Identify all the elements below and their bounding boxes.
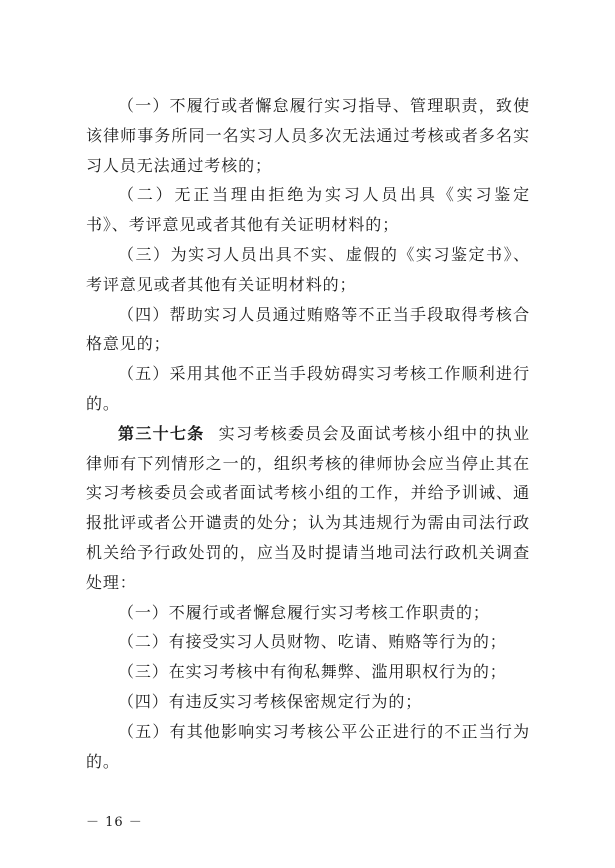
list-item: （三）在实习考核中有徇私舞弊、滥用职权行为的； xyxy=(118,662,507,682)
list-item: （五）采用其他不正当手段妨碍实习考核工作顺利进行的。 xyxy=(86,364,530,413)
list-item: （三）为实习人员出具不实、虚假的《实习鉴定书》、考评意见或者其他有关证明材料的； xyxy=(86,244,530,294)
article-paragraph xyxy=(86,419,530,598)
list-item: （二）有接受实习人员财物、吃请、贿赂等行为的； xyxy=(118,632,507,652)
list-item: （五）有其他影响实习考核公平公正进行的不正当行为的。 xyxy=(86,721,530,771)
document-body xyxy=(86,91,530,776)
list-item: （一）不履行或者懈怠履行实习指导、管理职责，致使该律师事务所同一名实习人员多次无法通过考核或者多名实习人员无法通过考核的； xyxy=(86,96,530,175)
page-number: － 16 － xyxy=(86,815,143,830)
article-number: 第三十七条 xyxy=(118,423,205,443)
list-item: （四）有违反实习考核保密规定行为的； xyxy=(118,691,423,711)
list-item: （二）无正当理由拒绝为实习人员出具《实习鉴定书》、考评意见或者其他有关证明材料的； xyxy=(86,185,530,235)
list-item: （一）不履行或者懈怠履行实习考核工作职责的； xyxy=(118,602,490,622)
list-item: （四）帮助实习人员通过贿赂等不正当手段取得考核合格意见的； xyxy=(86,304,530,354)
article-text: 实习考核委员会及面试考核小组中的执业律师有下列情形之一的，组织考核的律师协会应当停止其在实习考核委员会或者面试考核小组的工作，并给予训诫、通报批评或者公开谴责的处分；认为其违规行为需由司法行政机关给予行政处罚的，应当及时提请当地司法行政机关调查处理： xyxy=(86,423,530,592)
